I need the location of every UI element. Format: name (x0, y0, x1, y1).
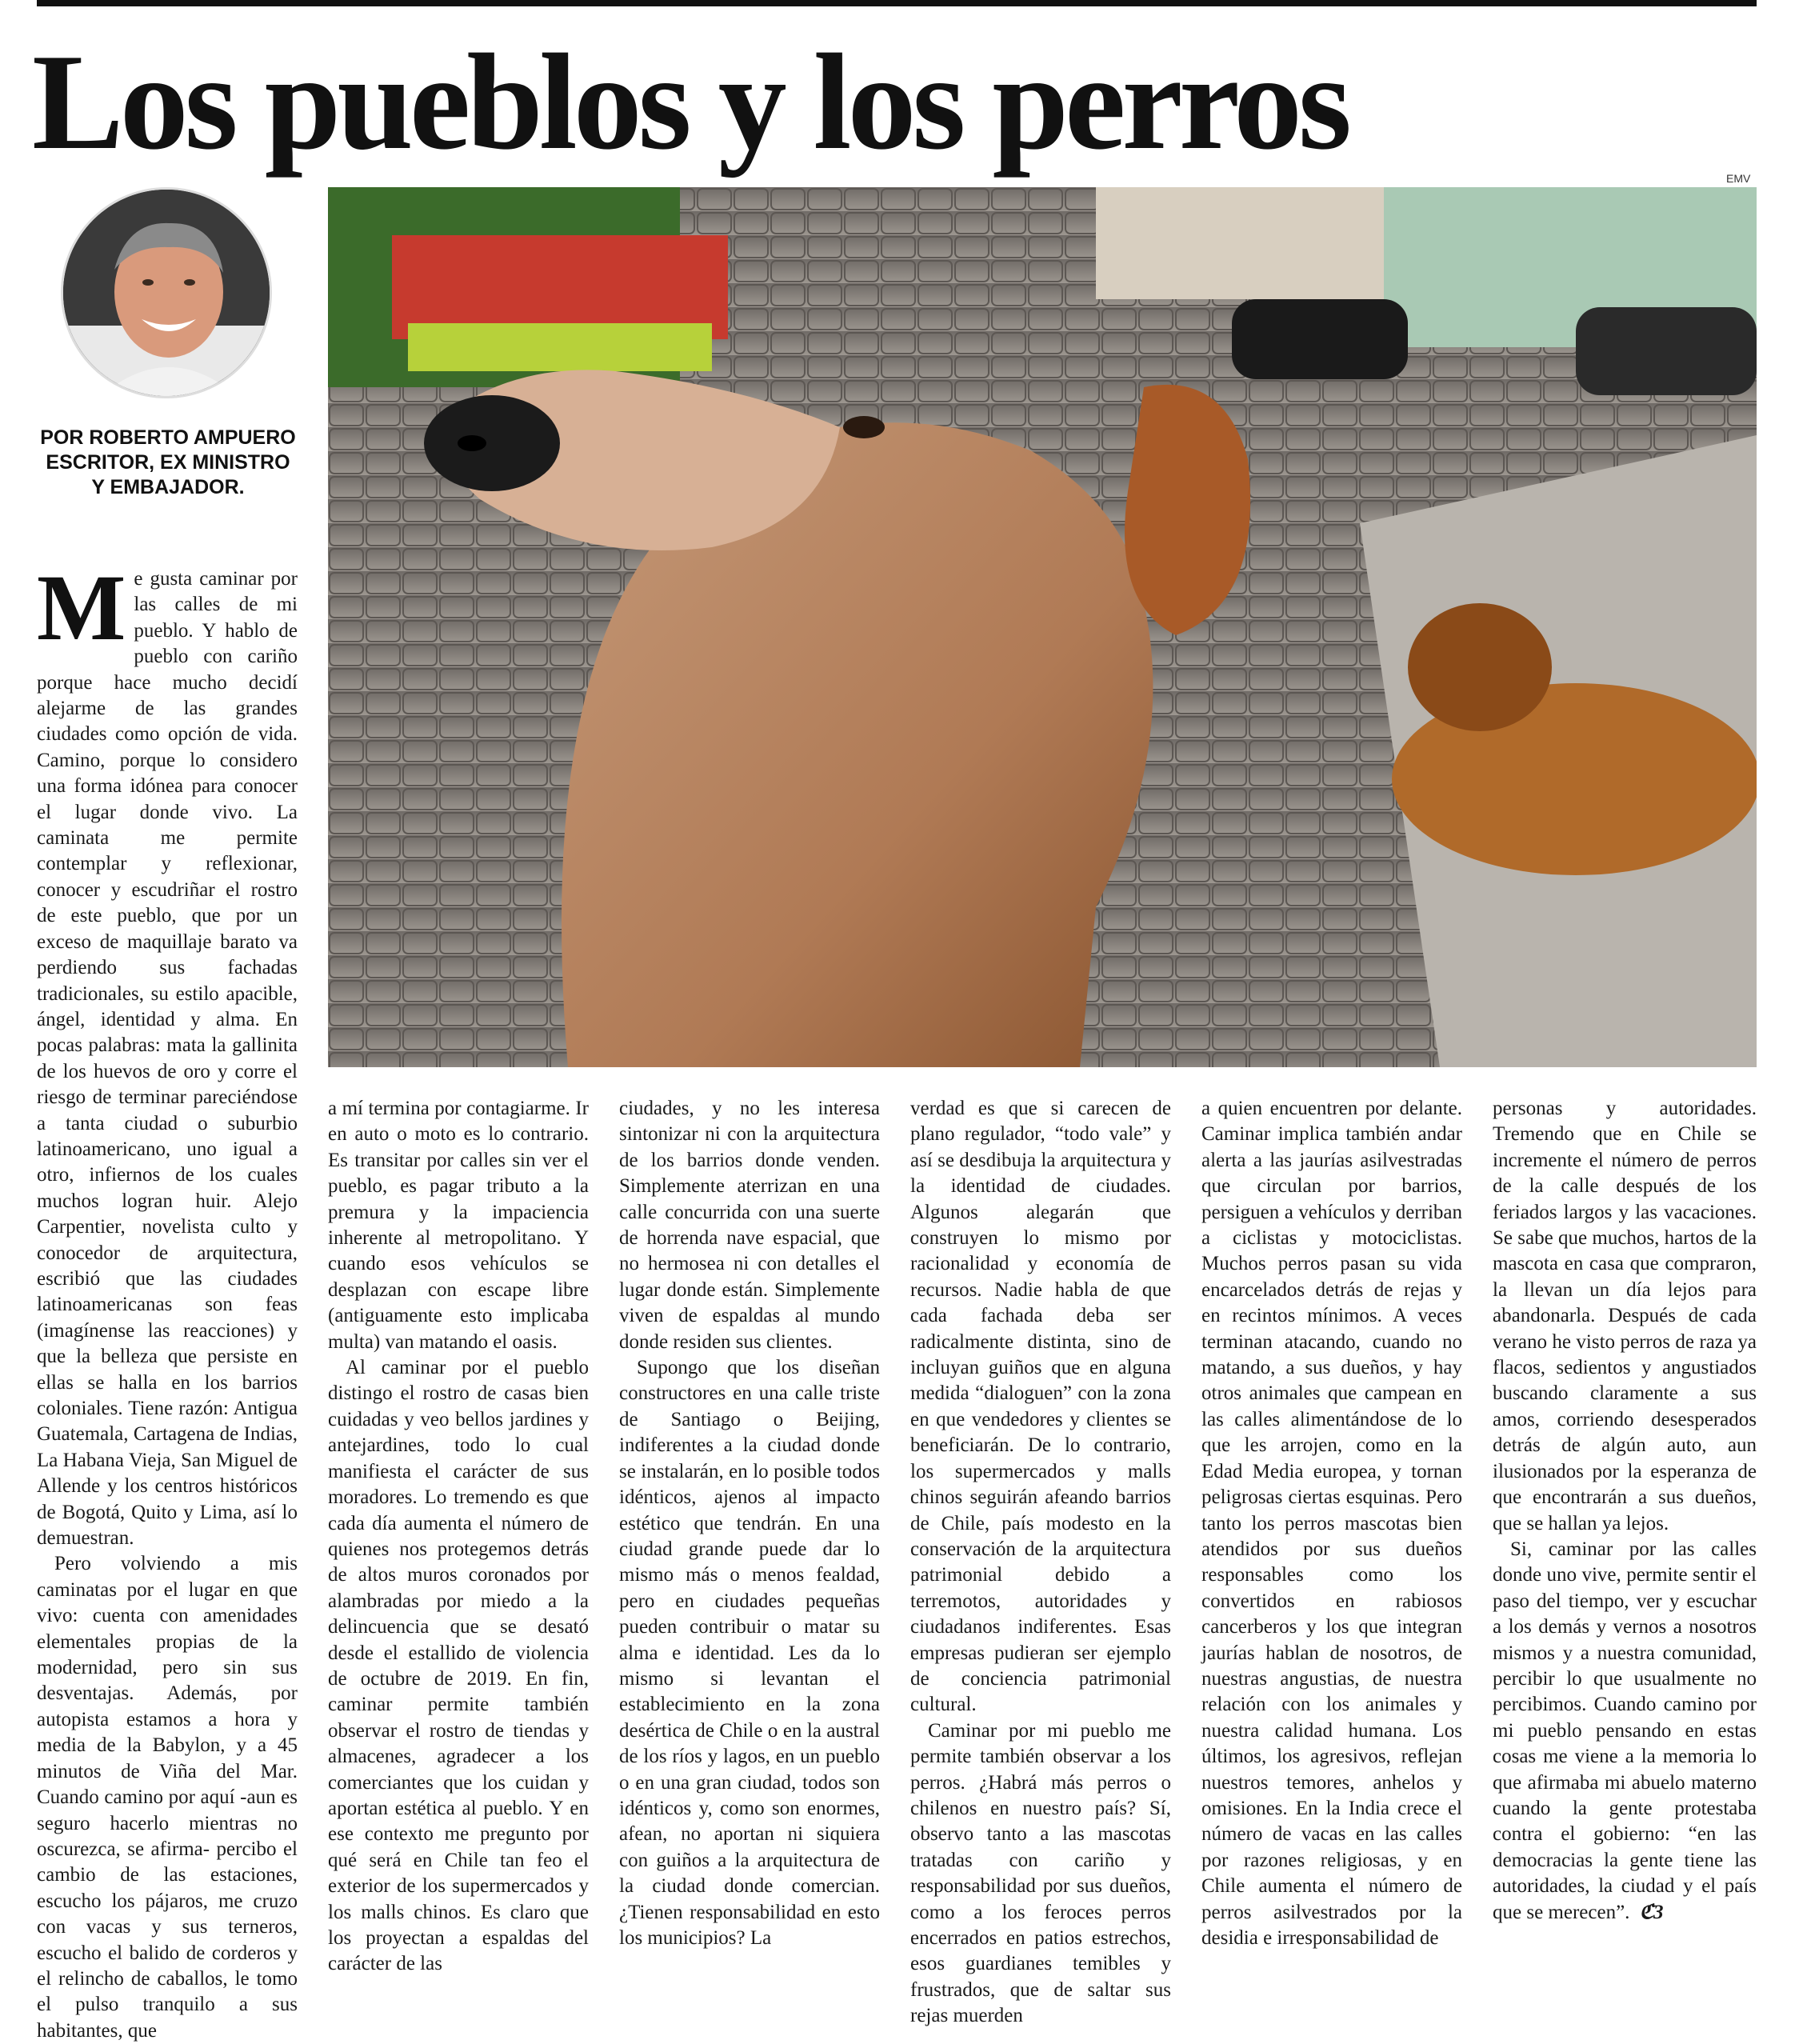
byline (32, 426, 304, 500)
byline-author: POR ROBERTO AMPUERO (40, 426, 296, 449)
paragraph: Supongo que los diseñan constructores en una calle triste de Santiago o Beijing, indiferentes a la ciudad donde se instalarán, en lo posible todos idénticos, ajenos al impacto estético que tendrán. En una ciudad grande puede dar lo mismo más o menos fealdad, pero en ciudades pequeñas pueden contribuir o matar su alma e identidad. Les da lo mismo si levantan el establecimiento en la zona desértica de Chile o en la austral de los ríos y lagos, en un pueblo o en una gran ciudad, todos son idénticos y, como son enormes, afean, no aportan ni siquiera con guiños a la arquitectura de la ciudad donde comercian. ¿Tienen responsabilidad en esto los municipios? La (619, 1357, 880, 1949)
article-column-4 (910, 1096, 1171, 2030)
author-avatar (61, 187, 272, 398)
article-column-5 (1201, 1096, 1462, 1951)
article-column-3 (619, 1096, 880, 1951)
paragraph: ciudades, y no les interesa sintonizar ni con la arquitectura de los barrios donde venden. Simplemente aterrizan en una calle concurrida con una suerte de horrenda nave espacial, que no hermosea ni con detalles el lugar donde están. Simplemente viven de espaldas al mundo donde residen sus clientes. (619, 1098, 880, 1353)
paragraph-text: e gusta caminar por las calles de mi pueblo. Y hablo de pueblo con cariño porque hace mucho decidí alejarme de las grandes ciudades como opción de vida. Camino, porque lo considero una forma idónea para conocer el lugar donde vivo. La caminata me permite contemplar y reflexionar, conocer y escudriñar el rostro de este pueblo, que por un exceso de maquillaje barato va perdiendo sus fachadas tradicionales, su estilo apacible, ángel, identidad y alma. En pocas palabras: mata la gallinita de los huevos de oro y corre el riesgo de terminar pareciéndose a tanta ciudad o suburbio latinoamericano, uno igual a otro, infiernos de los cuales muchos logran huir. Alejo Carpentier, novelista culto y conocedor de arquitectura, escribió que las ciudades latinoamericanas son feas (imagínense las reacciones) y que la belleza que persiste en ellas se halla en los barrios coloniales. Tiene razón: Antigua Guatemala, Cartagena de Indias, La Habana Vieja, San Miguel de Allende y los centros históricos de Bogotá, Quito y Lima, así lo demuestran. (37, 568, 298, 1550)
dog-photo (328, 187, 1757, 1067)
end-of-article-mark: ℭ3 (1639, 1901, 1664, 1923)
article-column-2 (328, 1096, 589, 1978)
author-portrait (63, 190, 272, 398)
paragraph-text: Si, caminar por las calles donde uno vive, permite sentir el paso del tiempo, ver y escuchar a los demás y vernos a nosotros mismos y a nuestra comunidad, percibir lo que usualmente no percibimos. Cuando camino por mi pueblo pensando en estas cosas me viene a la memoria lo que afirmaba mi abuelo materno cuando la gente protestaba contra el gobierno: “en las democracias la gente tiene las autoridades, la ciudad y el país que se merecen”. (1493, 1538, 1757, 1923)
paragraph: personas y autoridades. Tremendo que en Chile se incremente el número de perros de la calle después de los feriados largos y las vacaciones. Se sabe que muchos, hartos de la mascota en casa que compraron, la llevan un día lejos para abandonarla. Después de cada verano he visto perros de raza ya flacos, sedientos y angustiados buscando claramente a sus amos, corriendo desesperados detrás de algún auto, aun ilusionados por la esperanza de que encontrarán a sus dueños, que se hallan ya lejos. (1493, 1098, 1757, 1534)
headline: Los pueblos y los perros (32, 26, 1348, 178)
top-rule (37, 0, 1757, 6)
byline-role-2: Y EMBAJADOR. (91, 476, 245, 498)
photo-credit: EMV (1726, 172, 1751, 185)
paragraph (37, 555, 298, 1551)
byline-role-1: ESCRITOR, EX MINISTRO (46, 451, 290, 474)
paragraph: a mí termina por contagiarme. Ir en auto o moto es lo contrario. Es transitar por calles sin ver el pueblo, es pagar tributo a la premura y la impaciencia inherente al metropolitano. Y cuando esos vehículos se desplazan con escape libre (antiguamente esto implicaba multa) van matando el oasis. (328, 1098, 589, 1353)
drop-cap: M (37, 555, 126, 660)
paragraph: Caminar por mi pueblo me permite también observar a los perros. ¿Habrá más perros o chilenos en nuestro país? Sí, observo tanto a las mascotas tratadas con cariño y responsabilidad por sus dueños, como a los feroces perros encerrados en patios estrechos, esos guardianes temibles y frustrados, que de saltar sus rejas muerden (910, 1719, 1171, 2027)
paragraph: Al caminar por el pueblo distingo el rostro de casas bien cuidadas y veo bellos jardines y antejardines, todo lo cual manifiesta el carácter de sus moradores. Lo tremendo es que cada día aumenta el número de quienes nos protegemos detrás de altos muros coronados por alambradas por miedo a la delincuencia que se desató desde el estallido de violencia de octubre de 2019. En fin, caminar permite también observar el rostro de tiendas y almacenes, agradecer a los comerciantes que los cuidan y aportan estética al pueblo. Y en ese contexto me pregunto por qué será en Chile tan feo el exterior de los supermercados y los malls chinos. Es claro que los proyectan a espaldas del carácter de las (328, 1357, 589, 1975)
paragraph: verdad es que si carecen de plano regulador, “todo vale” y así se desdibuja la arquitectura y la identidad de ciudades. Algunos alegarán que construyen lo mismo por racionalidad y economía de recursos. Nadie habla de que cada fachada deba ser radicalmente distinta, sino de incluyan guiños que en alguna medida “dialoguen” con la zona en que vendedores y clientes se beneficiarán. De lo contrario, los supermercados y malls chinos seguirán afeando barrios de Chile, país modesto en la conservación de la arquitectura patrimonial debido a terremotos, autoridades y ciudadanos indiferentes. Esas empresas pudieran ser ejemplo de conciencia patrimonial cultural. (910, 1098, 1171, 1716)
article-column-1 (37, 555, 298, 2044)
article-column-6 (1493, 1096, 1757, 1926)
paragraph: Pero volviendo a mis caminatas por el lugar en que vivo: cuenta con amenidades elementales propias de la modernidad, pero sin sus desventajas. Además, por autopista estamos a hora y media de la Babylon, y a 45 minutos de Viña del Mar. Cuando camino por aquí -aun es seguro hacerlo mientras no oscurezca, se afirma- percibo el cambio de las estaciones, escucho los pájaros, me cruzo con vacas y sus terneros, escucho el balido de corderos y el relincho de caballos, le tomo el pulso tranquilo a sus habitantes, que (37, 1553, 298, 2042)
paragraph (1493, 1537, 1757, 1926)
paragraph: a quien encuentren por delante. Caminar implica también andar alerta a las jaurías asilvestradas que circulan por barrios, persiguen a vehículos y derriban a ciclistas y motociclistas. Muchos perros pasan su vida encarcelados detrás de rejas y en recintos mínimos. A veces terminan atacando, cuando no matando, a sus dueños, y hay otros animales que campean en las calles alimentándose de lo que les arrojen, como en la Edad Media europea, y tornan peligrosas ciertas esquinas. Pero tanto los perros mascotas bien atendidos por sus dueños responsables como los convertidos en rabiosos cancerberos y los que integran jaurías hablan de nosotros, de nuestras angustias, de nuestra relación con los animales y nuestra calidad humana. Los últimos, los agresivos, reflejan nuestros temores, anhelos y omisiones. En la India crece el número de vacas en las calles por razones religiosas, y en Chile aumenta el número de perros asilvestrados por la desidia e irresponsabilidad de (1201, 1098, 1462, 1949)
dog-illustration (328, 187, 1757, 1067)
